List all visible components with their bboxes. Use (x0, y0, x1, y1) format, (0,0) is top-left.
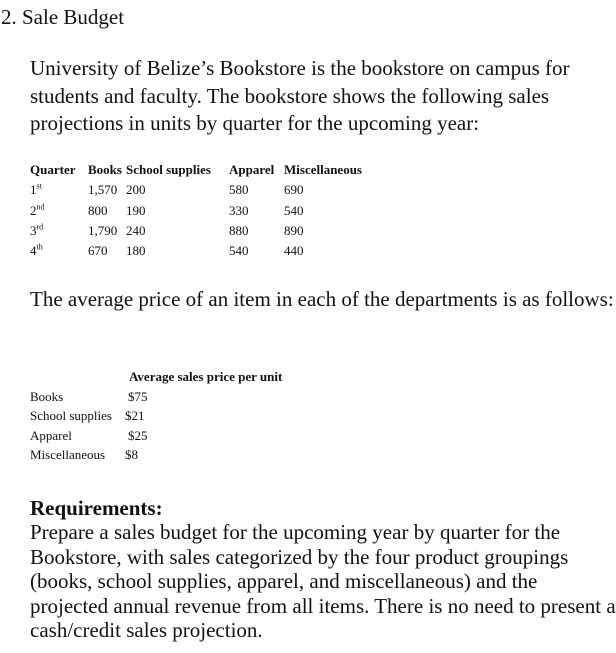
requirements-title: Requirements: (30, 496, 163, 520)
miscellaneous-cell: 890 (284, 223, 304, 238)
department-name: Apparel (30, 428, 72, 443)
table-row (0, 428, 300, 444)
header-school-supplies: School supplies (126, 162, 211, 177)
quarter-cell: 1st (30, 181, 42, 197)
page-heading: 2. Sale Budget (1, 5, 125, 29)
apparel-cell: 330 (229, 203, 249, 218)
books-cell: 800 (88, 203, 108, 218)
header-quarter: Quarter (30, 162, 76, 177)
table-row (0, 203, 340, 219)
apparel-cell: 580 (229, 182, 249, 197)
header-apparel: Apparel (229, 162, 275, 177)
department-name: Books (30, 389, 64, 404)
books-cell: 670 (88, 243, 108, 258)
school-supplies-cell: 240 (126, 223, 146, 238)
quarter-cell: 4th (30, 242, 43, 258)
school-supplies-cell: 190 (126, 203, 146, 218)
table-row (0, 389, 300, 405)
quarter-cell: 2nd (30, 202, 45, 218)
miscellaneous-cell: 540 (284, 203, 304, 218)
miscellaneous-cell: 690 (284, 182, 304, 197)
intro-paragraph: University of Belize’s Bookstore is the bookstore on campus for students and faculty. The bookstore shows the following sales projections in units by quarter for the upcoming year: (30, 56, 570, 135)
department-price: $25 (128, 428, 148, 443)
header-books: Books (88, 162, 122, 177)
quarter-cell: 3rd (30, 222, 44, 238)
department-price: $21 (125, 408, 145, 423)
table-row (0, 223, 340, 239)
table-row (0, 182, 340, 198)
average-price-paragraph: The average price of an item in each of the departments is as follows: (30, 287, 614, 311)
department-price: $8 (125, 447, 138, 462)
price-table-header: Average sales price per unit (129, 369, 283, 384)
table-row (0, 447, 300, 463)
department-name: Miscellaneous (30, 447, 106, 462)
department-price: $75 (128, 389, 148, 404)
header-miscellaneous: Miscellaneous (284, 162, 362, 177)
school-supplies-cell: 200 (126, 182, 146, 197)
apparel-cell: 880 (229, 223, 249, 238)
apparel-cell: 540 (229, 243, 249, 258)
table-row (0, 408, 300, 424)
department-name: School supplies (30, 408, 112, 423)
school-supplies-cell: 180 (126, 243, 146, 258)
books-cell: 1,570 (88, 182, 118, 197)
books-cell: 1,790 (88, 223, 118, 238)
miscellaneous-cell: 440 (284, 243, 304, 258)
table-row (0, 243, 340, 259)
requirements-body: Prepare a sales budget for the upcoming year by quarter for the Bookstore, with sales categorized by the four product groupings (books, school supplies, apparel, and miscellaneous) and the projected annual revenue from all items. There is no need to present a cash/credit sales projection. (30, 520, 616, 642)
